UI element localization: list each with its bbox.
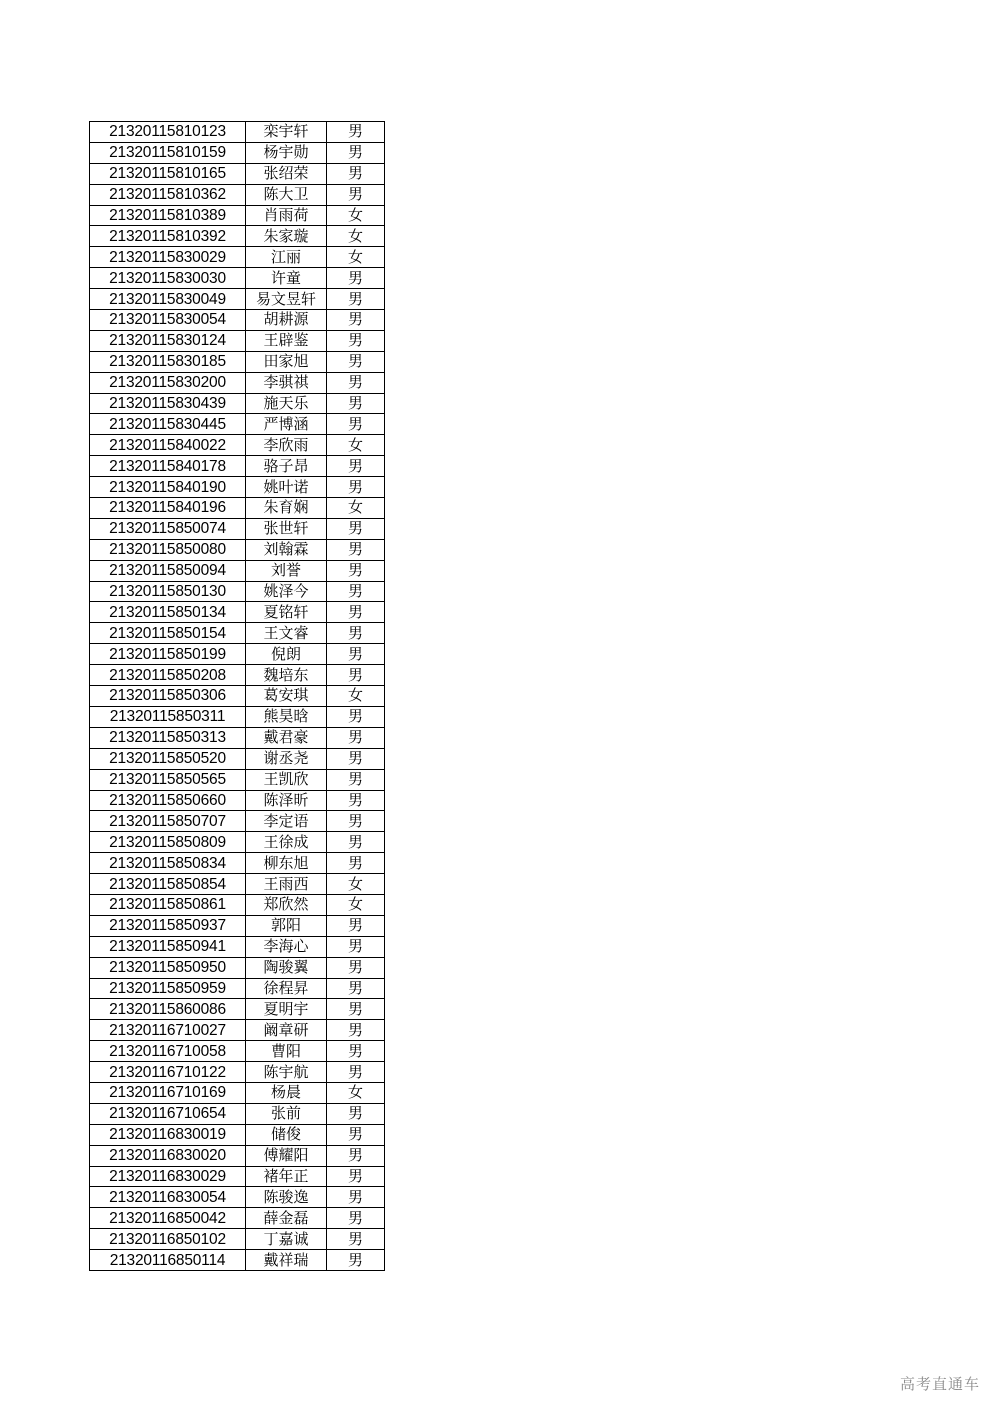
student-id-cell: 21320115830445 — [90, 414, 246, 435]
student-gender-cell: 男 — [327, 706, 385, 727]
table-row — [90, 456, 385, 477]
student-name-cell: 张世轩 — [246, 518, 327, 539]
student-id-cell: 21320115850199 — [90, 644, 246, 665]
student-gender-cell: 男 — [327, 310, 385, 331]
table-row — [90, 686, 385, 707]
student-name-cell: 王辟鉴 — [246, 330, 327, 351]
student-name-cell: 熊昊晗 — [246, 706, 327, 727]
student-id-cell: 21320116710654 — [90, 1103, 246, 1124]
table-row — [90, 581, 385, 602]
student-id-cell: 21320116850102 — [90, 1229, 246, 1250]
student-id-cell: 21320115850154 — [90, 623, 246, 644]
student-gender-cell: 男 — [327, 978, 385, 999]
student-name-cell: 葛安琪 — [246, 686, 327, 707]
table-row — [90, 539, 385, 560]
student-name-cell: 江丽 — [246, 247, 327, 268]
student-id-cell: 21320116710027 — [90, 1020, 246, 1041]
student-name-cell: 张绍荣 — [246, 163, 327, 184]
student-gender-cell: 男 — [327, 372, 385, 393]
student-name-cell: 李骐祺 — [246, 372, 327, 393]
table-row — [90, 769, 385, 790]
student-name-cell: 陈宇航 — [246, 1062, 327, 1083]
student-name-cell: 夏明宇 — [246, 999, 327, 1020]
student-id-cell: 21320115830124 — [90, 330, 246, 351]
student-gender-cell: 男 — [327, 769, 385, 790]
student-gender-cell: 女 — [327, 205, 385, 226]
student-name-cell: 刘翰霖 — [246, 539, 327, 560]
student-id-cell: 21320115850941 — [90, 936, 246, 957]
student-id-cell: 21320115810159 — [90, 142, 246, 163]
student-name-cell: 田家旭 — [246, 351, 327, 372]
student-gender-cell: 男 — [327, 518, 385, 539]
student-id-cell: 21320116710169 — [90, 1082, 246, 1103]
student-gender-cell: 男 — [327, 957, 385, 978]
student-gender-cell: 女 — [327, 498, 385, 519]
table-row — [90, 1145, 385, 1166]
table-row — [90, 790, 385, 811]
student-name-cell: 谢丞尧 — [246, 748, 327, 769]
table-row — [90, 414, 385, 435]
student-id-cell: 21320116830029 — [90, 1166, 246, 1187]
table-row — [90, 665, 385, 686]
student-id-cell: 21320115850074 — [90, 518, 246, 539]
student-name-cell: 阚章研 — [246, 1020, 327, 1041]
table-row — [90, 936, 385, 957]
table-row — [90, 1166, 385, 1187]
student-name-cell: 褚年正 — [246, 1166, 327, 1187]
student-gender-cell: 男 — [327, 539, 385, 560]
student-gender-cell: 男 — [327, 581, 385, 602]
student-gender-cell: 男 — [327, 184, 385, 205]
student-id-cell: 21320116830020 — [90, 1145, 246, 1166]
student-name-cell: 姚叶诺 — [246, 477, 327, 498]
student-name-cell: 魏培东 — [246, 665, 327, 686]
table-row — [90, 1082, 385, 1103]
table-row — [90, 1103, 385, 1124]
student-gender-cell: 男 — [327, 1041, 385, 1062]
student-id-cell: 21320115830054 — [90, 310, 246, 331]
student-gender-cell: 男 — [327, 122, 385, 143]
student-name-cell: 杨晨 — [246, 1082, 327, 1103]
student-name-cell: 陈骏逸 — [246, 1187, 327, 1208]
student-gender-cell: 男 — [327, 623, 385, 644]
table-row — [90, 748, 385, 769]
student-id-cell: 21320116850114 — [90, 1250, 246, 1271]
student-id-cell: 21320116830054 — [90, 1187, 246, 1208]
student-gender-cell: 男 — [327, 1145, 385, 1166]
student-name-cell: 王文睿 — [246, 623, 327, 644]
table-row — [90, 915, 385, 936]
table-row — [90, 560, 385, 581]
student-id-cell: 21320115830185 — [90, 351, 246, 372]
student-id-cell: 21320115850834 — [90, 853, 246, 874]
student-id-cell: 21320115840190 — [90, 477, 246, 498]
student-name-cell: 朱家璇 — [246, 226, 327, 247]
student-name-cell: 傅耀阳 — [246, 1145, 327, 1166]
student-name-cell: 胡耕源 — [246, 310, 327, 331]
student-gender-cell: 男 — [327, 456, 385, 477]
student-gender-cell: 男 — [327, 644, 385, 665]
student-gender-cell: 男 — [327, 853, 385, 874]
student-id-cell: 21320115830049 — [90, 289, 246, 310]
student-id-cell: 21320115850809 — [90, 832, 246, 853]
student-id-cell: 21320115850134 — [90, 602, 246, 623]
table-row — [90, 727, 385, 748]
student-id-cell: 21320115850707 — [90, 811, 246, 832]
student-gender-cell: 女 — [327, 686, 385, 707]
student-id-cell: 21320116710122 — [90, 1062, 246, 1083]
student-id-cell: 21320115850208 — [90, 665, 246, 686]
student-gender-cell: 男 — [327, 832, 385, 853]
student-name-cell: 夏铭轩 — [246, 602, 327, 623]
student-name-cell: 李欣雨 — [246, 435, 327, 456]
watermark: 高考直通车 — [899, 1375, 980, 1393]
student-gender-cell: 女 — [327, 226, 385, 247]
student-gender-cell: 男 — [327, 477, 385, 498]
student-name-cell: 薛金磊 — [246, 1208, 327, 1229]
student-id-cell: 21320115850861 — [90, 894, 246, 915]
table-row — [90, 435, 385, 456]
student-id-cell: 21320115830200 — [90, 372, 246, 393]
student-gender-cell: 男 — [327, 268, 385, 289]
table-row — [90, 351, 385, 372]
student-name-cell: 郭阳 — [246, 915, 327, 936]
student-id-cell: 21320116850042 — [90, 1208, 246, 1229]
student-id-cell: 21320115850311 — [90, 706, 246, 727]
student-name-cell: 王徐成 — [246, 832, 327, 853]
student-id-cell: 21320115850660 — [90, 790, 246, 811]
student-id-cell: 21320115850520 — [90, 748, 246, 769]
student-gender-cell: 男 — [327, 748, 385, 769]
table-row — [90, 644, 385, 665]
table-row — [90, 1229, 385, 1250]
table-row — [90, 184, 385, 205]
student-name-cell: 倪朗 — [246, 644, 327, 665]
student-gender-cell: 男 — [327, 560, 385, 581]
student-gender-cell: 男 — [327, 142, 385, 163]
student-gender-cell: 男 — [327, 351, 385, 372]
student-gender-cell: 男 — [327, 936, 385, 957]
student-id-cell: 21320115850937 — [90, 915, 246, 936]
student-name-cell: 王雨西 — [246, 874, 327, 895]
student-id-cell: 21320115830029 — [90, 247, 246, 268]
student-gender-cell: 男 — [327, 1103, 385, 1124]
student-id-cell: 21320115840178 — [90, 456, 246, 477]
student-id-cell: 21320115850313 — [90, 727, 246, 748]
table-row — [90, 602, 385, 623]
table-row — [90, 1062, 385, 1083]
table-row — [90, 477, 385, 498]
student-gender-cell: 男 — [327, 602, 385, 623]
student-gender-cell: 男 — [327, 727, 385, 748]
table-row — [90, 1250, 385, 1271]
student-gender-cell: 男 — [327, 1229, 385, 1250]
table-row — [90, 372, 385, 393]
table-row — [90, 122, 385, 143]
table-row — [90, 1124, 385, 1145]
table-row — [90, 706, 385, 727]
student-name-cell: 柳东旭 — [246, 853, 327, 874]
student-gender-cell: 男 — [327, 1020, 385, 1041]
student-id-cell: 21320115810389 — [90, 205, 246, 226]
student-name-cell: 曹阳 — [246, 1041, 327, 1062]
student-name-cell: 李海心 — [246, 936, 327, 957]
student-name-cell: 陈大卫 — [246, 184, 327, 205]
table-row — [90, 999, 385, 1020]
table-row — [90, 142, 385, 163]
table-row — [90, 247, 385, 268]
student-gender-cell: 女 — [327, 247, 385, 268]
student-id-cell: 21320115830439 — [90, 393, 246, 414]
student-gender-cell: 男 — [327, 1062, 385, 1083]
student-name-cell: 刘誉 — [246, 560, 327, 581]
table-row — [90, 310, 385, 331]
student-id-cell: 21320115850130 — [90, 581, 246, 602]
student-name-cell: 储俊 — [246, 1124, 327, 1145]
student-id-cell: 21320116830019 — [90, 1124, 246, 1145]
student-id-cell: 21320115850950 — [90, 957, 246, 978]
student-name-cell: 王凯欣 — [246, 769, 327, 790]
table-row — [90, 518, 385, 539]
student-name-cell: 徐程昇 — [246, 978, 327, 999]
table-row — [90, 330, 385, 351]
roster-table-body — [90, 122, 385, 1271]
student-id-cell: 21320115850854 — [90, 874, 246, 895]
student-id-cell: 21320115860086 — [90, 999, 246, 1020]
student-id-cell: 21320115830030 — [90, 268, 246, 289]
table-row — [90, 226, 385, 247]
student-gender-cell: 男 — [327, 1187, 385, 1208]
student-name-cell: 朱育娴 — [246, 498, 327, 519]
student-gender-cell: 女 — [327, 1082, 385, 1103]
student-id-cell: 21320115810362 — [90, 184, 246, 205]
table-row — [90, 623, 385, 644]
student-gender-cell: 男 — [327, 1250, 385, 1271]
student-name-cell: 杨宇勋 — [246, 142, 327, 163]
student-id-cell: 21320115840022 — [90, 435, 246, 456]
table-row — [90, 393, 385, 414]
student-id-cell: 21320115810123 — [90, 122, 246, 143]
student-gender-cell: 男 — [327, 393, 385, 414]
student-gender-cell: 男 — [327, 414, 385, 435]
student-name-cell: 郑欣然 — [246, 894, 327, 915]
student-name-cell: 戴祥瑞 — [246, 1250, 327, 1271]
student-gender-cell: 女 — [327, 874, 385, 895]
table-row — [90, 832, 385, 853]
student-gender-cell: 男 — [327, 1208, 385, 1229]
student-gender-cell: 男 — [327, 811, 385, 832]
table-row — [90, 874, 385, 895]
student-name-cell: 陈泽昕 — [246, 790, 327, 811]
table-row — [90, 978, 385, 999]
student-id-cell: 21320115850094 — [90, 560, 246, 581]
student-name-cell: 姚泽今 — [246, 581, 327, 602]
student-id-cell: 21320115810165 — [90, 163, 246, 184]
student-name-cell: 肖雨荷 — [246, 205, 327, 226]
student-gender-cell: 女 — [327, 435, 385, 456]
table-row — [90, 1208, 385, 1229]
table-row — [90, 894, 385, 915]
student-name-cell: 骆子昂 — [246, 456, 327, 477]
table-row — [90, 811, 385, 832]
table-row — [90, 1187, 385, 1208]
student-gender-cell: 男 — [327, 330, 385, 351]
roster-table-container — [89, 121, 385, 1271]
student-name-cell: 戴君豪 — [246, 727, 327, 748]
student-name-cell: 易文昱轩 — [246, 289, 327, 310]
student-name-cell: 陶骏翼 — [246, 957, 327, 978]
student-gender-cell: 男 — [327, 163, 385, 184]
table-row — [90, 1020, 385, 1041]
table-row — [90, 957, 385, 978]
student-id-cell: 21320116710058 — [90, 1041, 246, 1062]
student-name-cell: 施天乐 — [246, 393, 327, 414]
student-name-cell: 李定语 — [246, 811, 327, 832]
table-row — [90, 268, 385, 289]
student-id-cell: 21320115810392 — [90, 226, 246, 247]
student-name-cell: 严博涵 — [246, 414, 327, 435]
student-gender-cell: 女 — [327, 894, 385, 915]
student-id-cell: 21320115850959 — [90, 978, 246, 999]
table-row — [90, 1041, 385, 1062]
student-id-cell: 21320115850080 — [90, 539, 246, 560]
student-name-cell: 栾宇轩 — [246, 122, 327, 143]
student-gender-cell: 男 — [327, 915, 385, 936]
table-row — [90, 498, 385, 519]
student-id-cell: 21320115850306 — [90, 686, 246, 707]
table-row — [90, 163, 385, 184]
roster-table — [89, 121, 385, 1271]
student-name-cell: 许童 — [246, 268, 327, 289]
table-row — [90, 853, 385, 874]
table-row — [90, 205, 385, 226]
student-gender-cell: 男 — [327, 1166, 385, 1187]
student-gender-cell: 男 — [327, 1124, 385, 1145]
student-gender-cell: 男 — [327, 999, 385, 1020]
student-gender-cell: 男 — [327, 790, 385, 811]
student-id-cell: 21320115840196 — [90, 498, 246, 519]
student-name-cell: 丁嘉诚 — [246, 1229, 327, 1250]
table-row — [90, 289, 385, 310]
student-gender-cell: 男 — [327, 665, 385, 686]
student-gender-cell: 男 — [327, 289, 385, 310]
student-name-cell: 张前 — [246, 1103, 327, 1124]
student-id-cell: 21320115850565 — [90, 769, 246, 790]
